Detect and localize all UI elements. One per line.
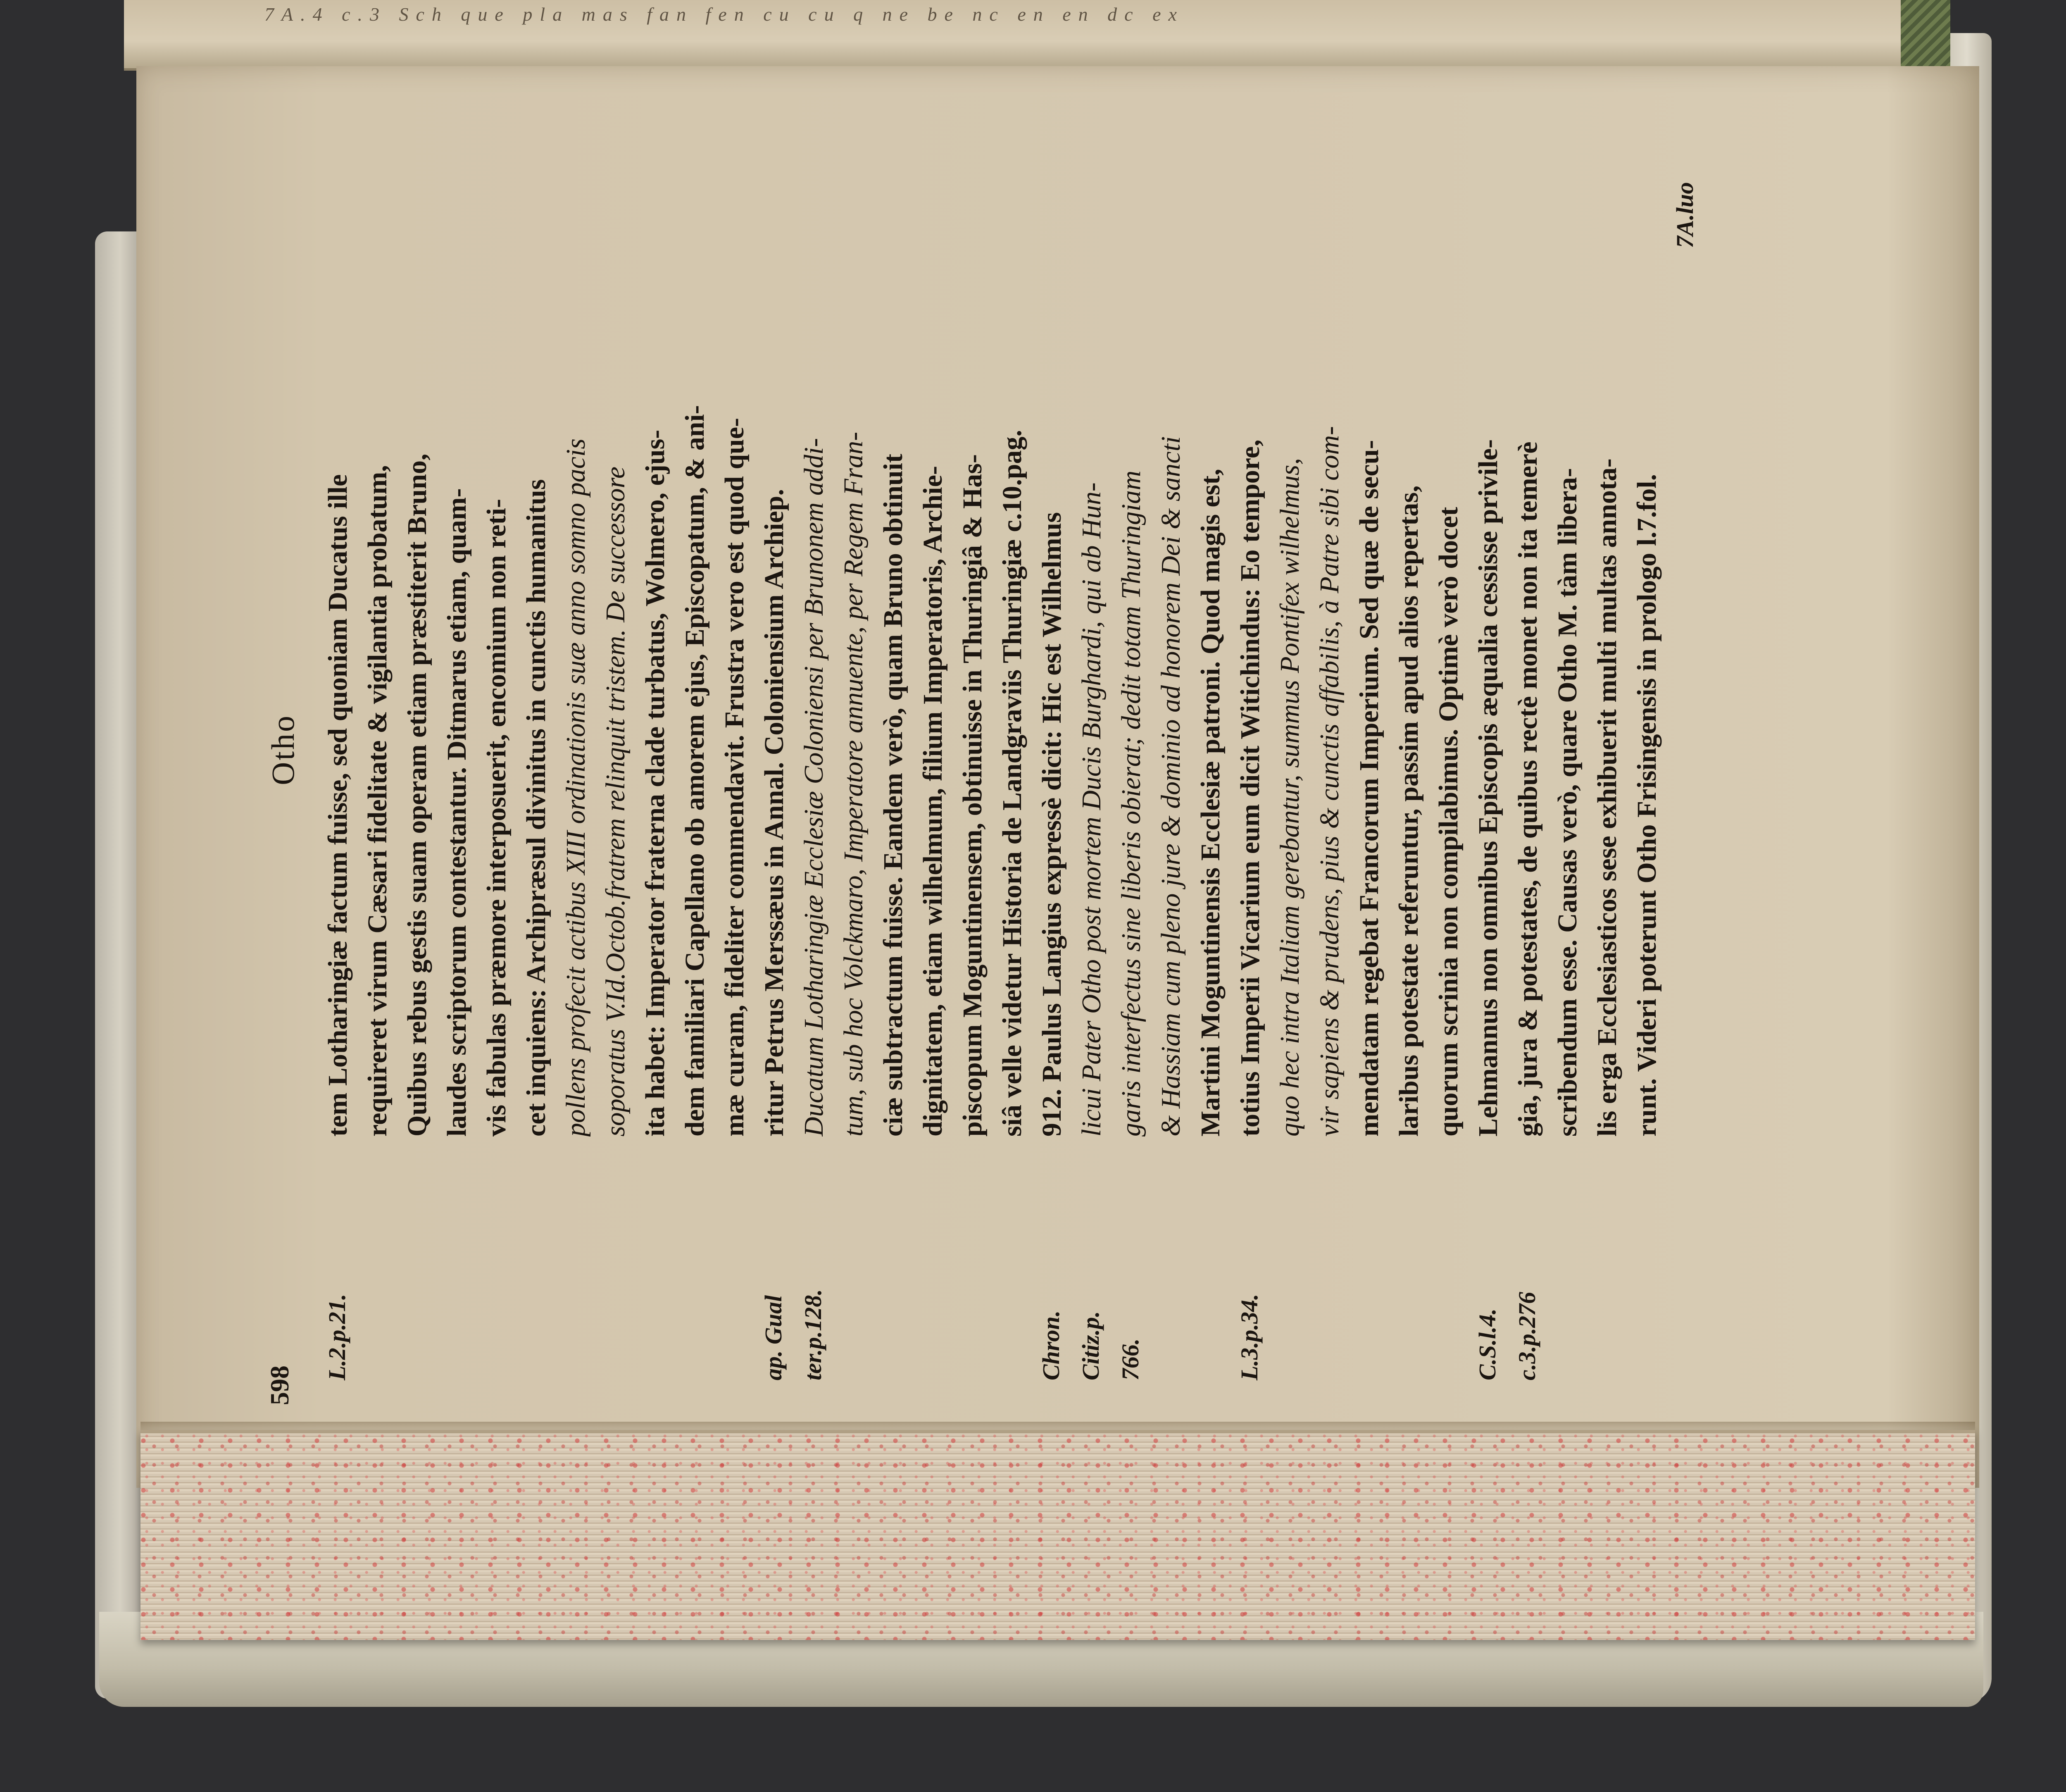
margin-note: L.3.p.34. — [1236, 1294, 1263, 1380]
text-line: 912. Paulus Langius expressè dicit: Hic est Wilhelmus — [1037, 512, 1067, 1137]
text-line: garis interfectus sine liberis obierat; dedit totam Thuringiam — [1116, 470, 1146, 1137]
text-line: Martini Moguntinensis Ecclesiæ patroni. Quod magis est, — [1195, 469, 1226, 1137]
text-line: dignitatem, etiam wilhelmum, filium Imperatoris, Archie- — [918, 466, 948, 1137]
margin-note: Citiz.p. — [1077, 1311, 1104, 1380]
text-line: ita habet: Imperator fraterna clade turbatus, Wolmero, ejus- — [640, 429, 670, 1137]
text-line: lis erga Ecclesiasticos sese exhibuerit multi multas annota- — [1592, 458, 1622, 1137]
text-line: gia, jura & potestates, de quibus rectè monet non ita temerè — [1513, 441, 1543, 1137]
rotated-page-content — [264, 83, 1698, 1405]
text-line: licui Pater Otho post mortem Ducis Burghardi, qui ab Hun- — [1076, 482, 1107, 1137]
running-head — [264, 83, 306, 1405]
facing-page-text: 7A.4 c.3 Sch que pla mas fan fen cu cu q ne be nc en en dc ex — [264, 4, 1184, 25]
text-line: laudes scriptorum contestantur. Ditmarus etiam, quam- — [442, 488, 472, 1137]
text-line: Ducatum Lotharingiæ Ecclesiæ Coloniensi per Brunonem addi- — [799, 438, 829, 1137]
text-line: laribus potestate referuntur, passim apud alios repertas, — [1394, 485, 1424, 1137]
text-line: dem familiari Capellano ob amorem ejus, Episcopatum, & ani- — [680, 405, 710, 1137]
margin-note: ap. Gual — [760, 1295, 787, 1380]
catchword: 7A.luo — [1671, 182, 1698, 248]
text-line: scribendum esse. Causas verò, quare Otho M. tàm libera- — [1552, 468, 1583, 1137]
margin-note: ter.p.128. — [800, 1289, 826, 1380]
text-line: Quibus rebus gestis suam operam etiam præstiterit Bruno, — [402, 453, 432, 1137]
text-line: ritur Petrus Merssæus in Annal. Coloniensium Archiep. — [759, 489, 789, 1137]
red-speckled-page-edges — [140, 1430, 1975, 1640]
margin-note: C.S.l.4. — [1474, 1308, 1501, 1380]
text-line: tum, sub hoc Volckmaro, Imperatore annuente, per Regem Fran- — [838, 431, 869, 1137]
text-line: cet inquiens: Archipræsul divinitus in cunctis humanitus — [521, 479, 551, 1137]
text-line: pollens profecit actibus XIII ordinationis suæ anno somno pacis — [561, 438, 591, 1137]
margin-note: 766. — [1117, 1338, 1144, 1380]
margin-note: c.3.p.276 — [1514, 1292, 1540, 1380]
text-line: & Hassiam cum pleno jure & dominio ad honorem Dei & sancti — [1156, 436, 1186, 1137]
text-line: tem Lotharingiæ factum fuisse, sed quoniam Ducatus ille — [323, 474, 353, 1137]
text-line: totius Imperii Vicarium eum dicit Witichindus: Eo tempore, — [1235, 439, 1265, 1137]
text-line: quo hec intra Italiam gerebantur, summus Pontifex wilhelmus, — [1275, 458, 1305, 1137]
green-endpaper-edge — [1901, 0, 1950, 74]
margin-note: L.2.p.21. — [324, 1294, 350, 1380]
text-line: ciæ subtractum fuisse. Eandem verò, quam Bruno obtinuit — [878, 454, 908, 1137]
text-line: Lehmannus non omnibus Episcopis æqualia cessisse privile- — [1473, 439, 1503, 1137]
text-line: vir sapiens & prudens, pius & cunctis affabilis, à Patre sibi com- — [1314, 426, 1345, 1137]
text-line: mæ curam, fideliter commendavit. Frustra vero est quod que- — [719, 418, 750, 1137]
text-line: requireret virum Cæsari fidelitate & vigilantia probatum, — [362, 465, 393, 1137]
text-line: runt. Videri poterunt Otho Frisingensis in prologo l.7.fol. — [1632, 474, 1662, 1137]
running-title: Otho — [265, 714, 301, 785]
facing-page-strip — [124, 0, 1901, 71]
text-line: piscopum Moguntinensem, obtinuisse in Thuringiâ & Has- — [957, 454, 988, 1137]
text-line: quorum scrinia non compilabimus. Optimè verò docet — [1433, 507, 1464, 1137]
margin-note: Chron. — [1038, 1310, 1064, 1380]
text-line: mendatam regebat Francorum Imperium. Sed quæ de secu- — [1354, 440, 1384, 1137]
text-line: siâ velle videtur Historia de Landgraviis Thuringiæ c.10.pag. — [997, 429, 1027, 1137]
text-line: soporatus V.Id.Octob.fratrem relinquit tristem. De successore — [600, 466, 631, 1137]
text-line: vis fabulas præmore interposuerit, encomium non reti- — [481, 499, 512, 1137]
page-number: 598 — [265, 1365, 294, 1405]
